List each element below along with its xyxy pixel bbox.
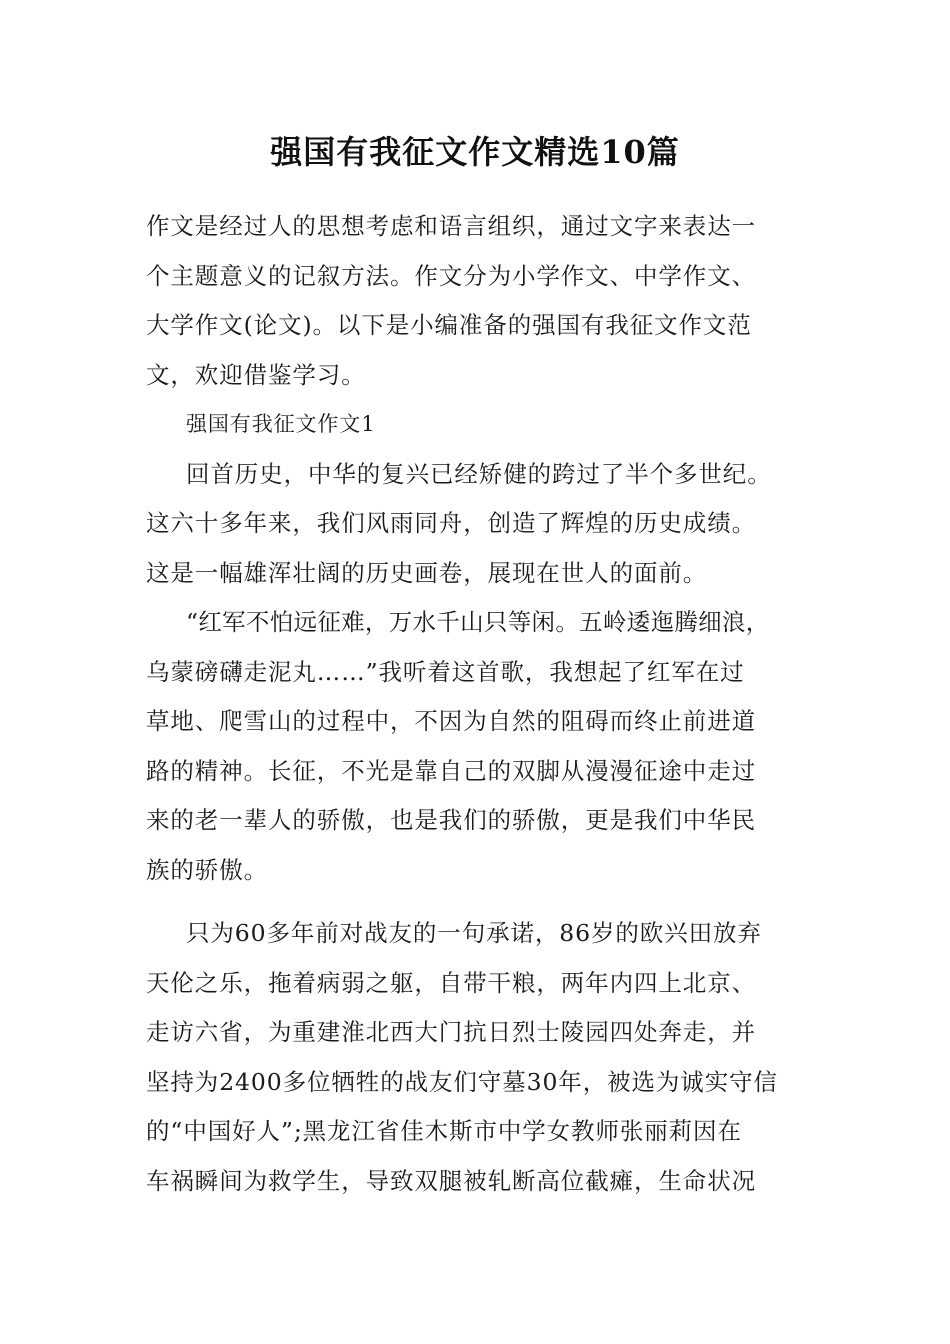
intro-line: 个主题意义的记叙方法。作文分为小学作文、中学作文、 <box>146 261 756 290</box>
document-body <box>146 202 818 1206</box>
section-heading: 强国有我征文作文1 <box>186 412 376 436</box>
intro-line: 作文是经过人的思想考虑和语言组织，通过文字来表达一 <box>146 212 756 240</box>
intro-line: 大学作文(论文)。以下是小编准备的强国有我征文作文范 <box>146 311 752 339</box>
paragraph2-line: 乌蒙磅礴走泥丸……”我听着这首歌，我想起了红军在过 <box>146 657 745 686</box>
paragraph2-line: 来的老一辈人的骄傲，也是我们的骄傲，更是我们中华民 <box>146 806 756 834</box>
paragraph2-line: 草地、爬雪山的过程中，不因为自然的阻碍而终止前进道 <box>146 707 756 735</box>
paragraph3-line: 只为60多年前对战友的一句承诺，86岁的欧兴田放弃 <box>186 919 762 947</box>
paragraph1-line: 回首历史，中华的复兴已经矫健的跨过了半个多世纪。 <box>186 459 772 488</box>
paragraph3-line: 坚持为2400多位牺牲的战友们守墓30年，被选为诚实守信 <box>146 1067 778 1096</box>
document-title: 强国有我征文作文精选10篇 <box>270 133 680 171</box>
paragraph3-line: 走访六省，为重建淮北西大门抗日烈士陵园四处奔走，并 <box>146 1018 756 1046</box>
intro-line: 文，欢迎借鉴学习。 <box>146 360 366 389</box>
paragraph2-line: 族的骄傲。 <box>146 855 268 884</box>
paragraph-gap <box>146 895 818 909</box>
paragraph3-line: 车祸瞬间为救学生，导致双腿被轧断高位截瘫，生命状况 <box>146 1166 756 1195</box>
paragraph2-line: 路的精神。长征，不光是靠自己的双脚从漫漫征途中走过 <box>146 756 756 785</box>
paragraph2-line: “红军不怕远征难，万水千山只等闲。五岭逶迤腾细浪， <box>186 608 770 636</box>
paragraph1-line: 这六十多年来，我们风雨同舟，创造了辉煌的历史成绩。 <box>146 509 756 537</box>
paragraph1-line: 这是一幅雄浑壮阔的历史画卷，展现在世人的面前。 <box>146 558 708 587</box>
paragraph3-line: 的“中国好人”;黑龙江省佳木斯市中学女教师张丽莉因在 <box>146 1117 742 1145</box>
paragraph3-line: 天伦之乐，拖着病弱之躯，自带干粮，两年内四上北京、 <box>146 968 756 997</box>
